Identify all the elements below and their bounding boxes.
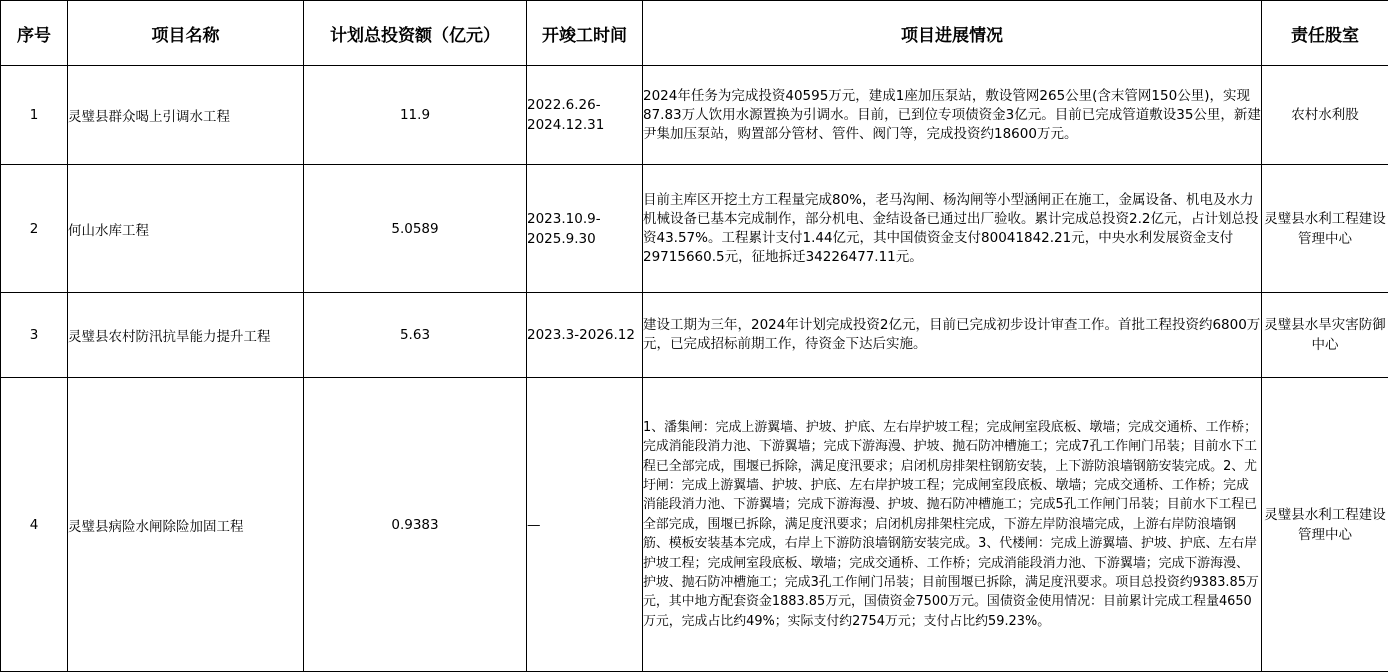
cell-investment[interactable]: 5.0589 [304, 165, 527, 293]
cell-progress[interactable]: 目前主库区开挖土方工程量完成80%，老马沟闸、杨沟闸等小型涵闸正在施工，金属设备、机电及水力机械设备已基本完成制作，部分机电、金结设备已通过出厂验收。累计完成总投资2.2亿元，占计划总投资43.57%。工程累计支付1.44亿元，其中国债资金支付80041842.21元，中央水利发展资金支付29715660.5元，征地拆迁34226477.11元。 [643, 165, 1262, 293]
cell-name[interactable] [68, 293, 304, 378]
cell-name-text: 灵璧县农村防汛抗旱能力提升工程 [68, 325, 303, 345]
cell-name[interactable] [68, 66, 304, 165]
cell-name[interactable] [68, 378, 304, 672]
cell-seq[interactable]: 4 [1, 378, 68, 672]
cell-department[interactable]: 灵璧县水利工程建设管理中心 [1262, 165, 1388, 293]
header-name[interactable]: 项目名称 [68, 1, 304, 66]
table-row [1, 66, 1388, 165]
cell-department[interactable]: 农村水利股 [1262, 66, 1388, 165]
header-seq[interactable]: 序号 [1, 1, 68, 66]
cell-name[interactable] [68, 165, 304, 293]
cell-period[interactable]: 2023.3-2026.12 [527, 293, 643, 378]
cell-period[interactable]: — [527, 378, 643, 672]
cell-progress[interactable]: 建设工期为三年，2024年计划完成投资2亿元，目前已完成初步设计审查工作。首批工程投资约6800万元，已完成招标前期工作，待资金下达后实施。 [643, 293, 1262, 378]
cell-department[interactable]: 灵璧县水旱灾害防御中心 [1262, 293, 1388, 378]
header-progress[interactable]: 项目进展情况 [643, 1, 1262, 66]
header-row [1, 1, 1388, 66]
cell-seq[interactable]: 2 [1, 165, 68, 293]
header-period[interactable]: 开竣工时间 [527, 1, 643, 66]
header-department[interactable]: 责任股室 [1262, 1, 1388, 66]
cell-period[interactable]: 2023.10.9-2025.9.30 [527, 165, 643, 293]
header-investment[interactable]: 计划总投资额（亿元） [304, 1, 527, 66]
cell-period[interactable]: 2022.6.26-2024.12.31 [527, 66, 643, 165]
cell-investment[interactable]: 5.63 [304, 293, 527, 378]
cell-progress[interactable]: 2024年任务为完成投资40595万元，建成1座加压泵站，敷设管网265公里(含末管网150公里)，实现87.83万人饮用水源置换为引调水。目前，已到位专项债资金3亿元。目前已完成管道敷设35公里，新建尹集加压泵站，购置部分管材、管件、阀门等，完成投资约18600万元。 [643, 66, 1262, 165]
cell-name-text: 灵璧县病险水闸除险加固工程 [68, 515, 303, 535]
cell-name-text: 灵璧县群众喝上引调水工程 [68, 105, 303, 125]
table-row [1, 293, 1388, 378]
cell-seq[interactable]: 1 [1, 66, 68, 165]
table-row [1, 378, 1388, 672]
cell-investment[interactable]: 0.9383 [304, 378, 527, 672]
cell-name-text: 何山水库工程 [68, 219, 303, 239]
cell-seq[interactable]: 3 [1, 293, 68, 378]
cell-department[interactable]: 灵璧县水利工程建设管理中心 [1262, 378, 1388, 672]
cell-investment[interactable]: 11.9 [304, 66, 527, 165]
cell-progress[interactable]: 1、潘集闸：完成上游翼墙、护坡、护底、左右岸护坡工程；完成闸室段底板、墩墙；完成交通桥、工作桥；完成消能段消力池、下游翼墙；完成下游海漫、护坡、抛石防冲槽施工；完成7孔工作闸门吊装；目前水下工程已全部完成，围堰已拆除，满足度汛要求；启闭机房排架柱钢筋安装，上下游防浪墙钢筋安装完成。2、尤圩闸：完成上游翼墙、护坡、护底、左右岸护坡工程；完成闸室段底板、墩墙；完成交通桥、工作桥；完成消能段消力池、下游翼墙；完成下游海漫、护坡、抛石防冲槽施工；完成5孔工作闸门吊装；目前水下工程已全部完成，围堰已拆除，满足度汛要求；启闭机房排架柱完成，下游左岸防浪墙完成，上游右岸防浪墙钢筋、模板安装基本完成，右岸上下游防浪墙钢筋安装完成。3、代楼闸：完成上游翼墙、护坡、护底、左右岸护坡工程；完成闸室段底板、墩墙；完成交通桥、工作桥；完成消能段消力池、下游翼墙；完成下游海漫、护坡、抛石防冲槽施工；完成3孔工作闸门吊装；目前围堰已拆除，满足度汛要求。项目总投资约9383.85万元，其中地方配套资金1883.85万元，国债资金7500万元。国债资金使用情况：目前累计完成工程量4650万元，完成占比约49%；实际支付约2754万元；支付占比约59.23%。 [643, 378, 1262, 672]
table-row [1, 165, 1388, 293]
